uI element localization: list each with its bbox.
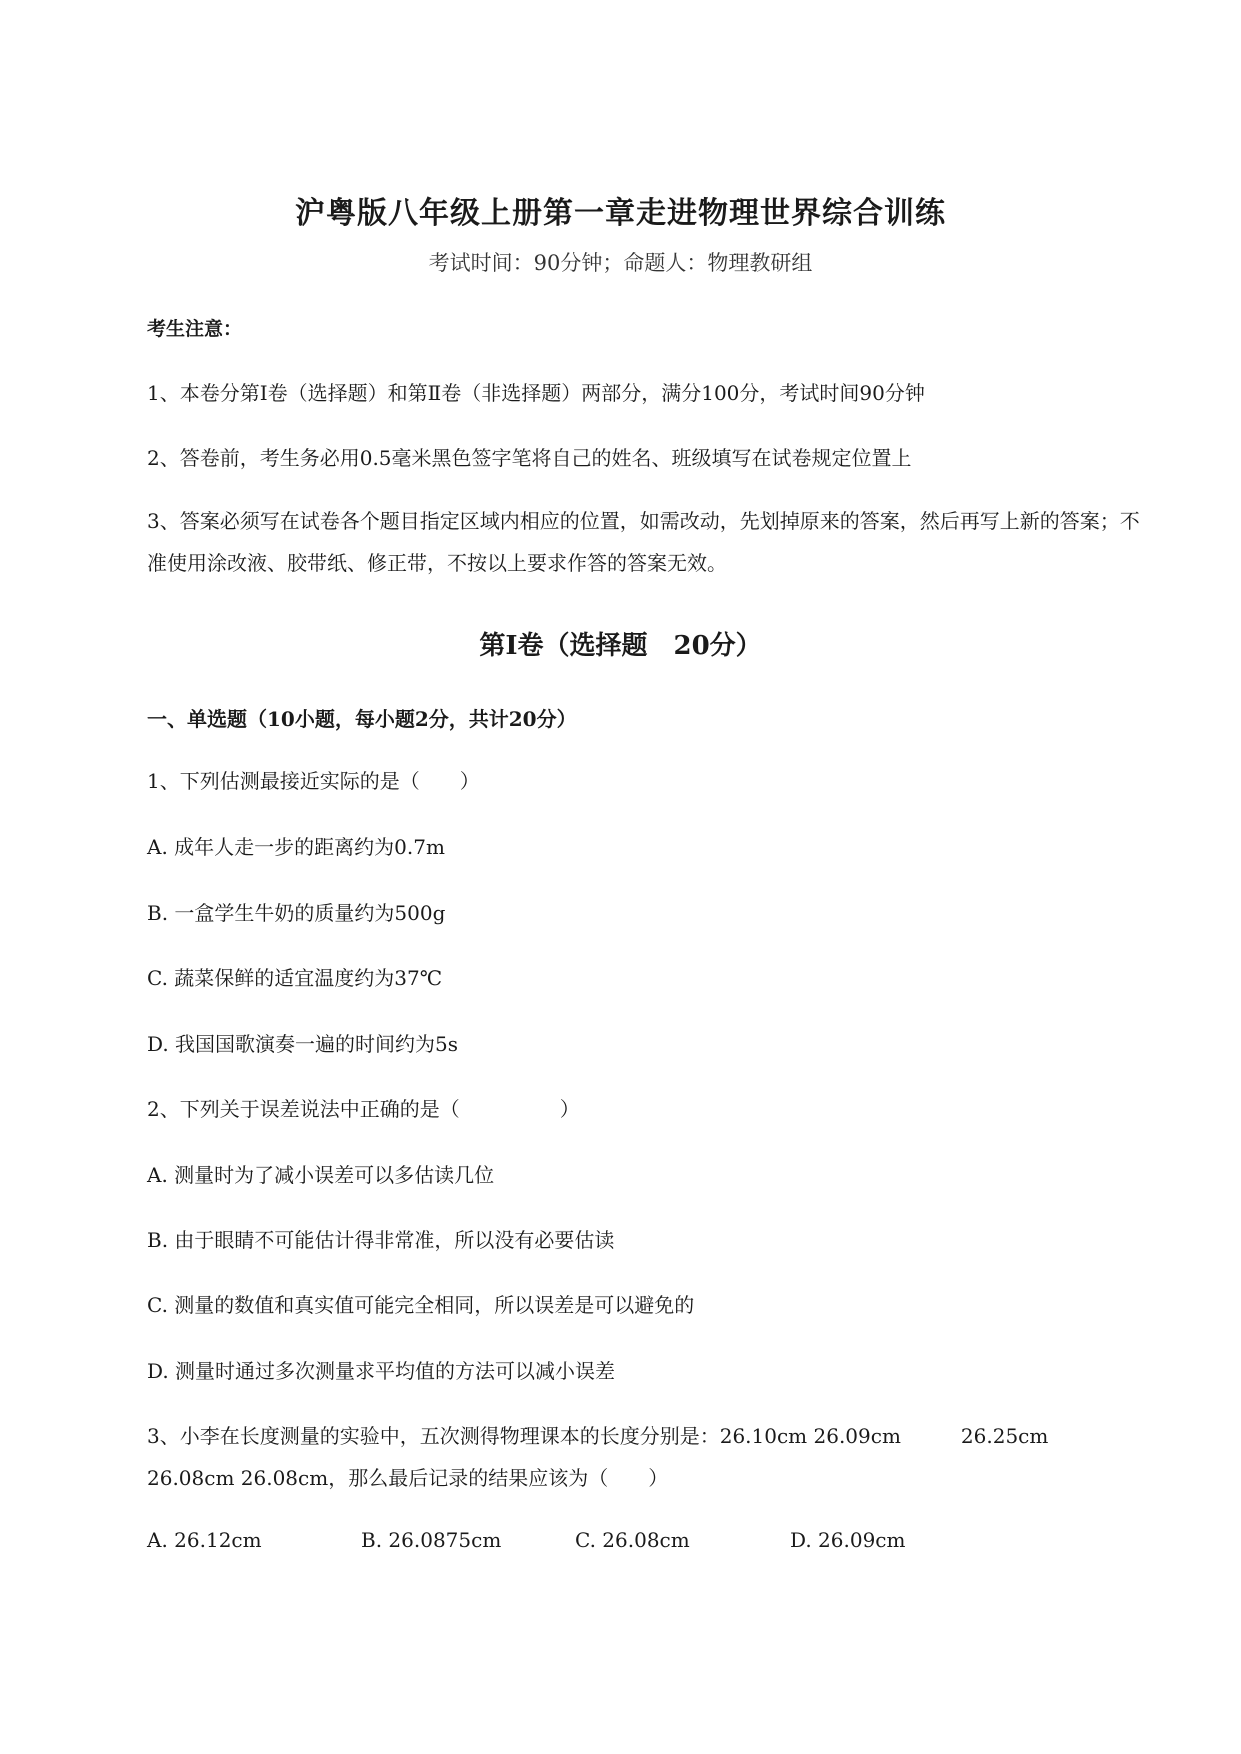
question-option: C. 蔬菜保鲜的适宜温度约为37℃ [147,966,443,990]
notice-item: 1、本卷分第I卷（选择题）和第Ⅱ卷（非选择题）两部分，满分100分，考试时间90分钟 [147,381,925,405]
question-stem-continued: 26.08cm 26.08cm，那么最后记录的结果应该为（ ） [147,1466,669,1490]
question-option: B. 一盒学生牛奶的质量约为500g [147,901,446,925]
notice-heading: 考生注意： [147,318,243,340]
question-option: A. 测量时为了减小误差可以多估读几位 [147,1163,495,1187]
document-subtitle: 考试时间：90分钟；命题人：物理教研组 [428,251,813,275]
document-title: 沪粤版八年级上册第一章走进物理世界综合训练 [295,196,946,231]
notice-item: 3、答案必须写在试卷各个题目指定区域内相应的位置，如需改动，先划掉原来的答案，然后再写上新的答案；不准使用涂改液、胶带纸、修正带，不按以上要求作答的答案无效。 [147,509,1140,575]
question-option: D. 我国国歌演奏一遍的时间约为5s [147,1032,459,1056]
notice-item: 2、答卷前，考生务必用0.5毫米黑色签字笔将自己的姓名、班级填写在试卷规定位置上 [147,446,912,470]
question-option: B. 26.0875cm [361,1528,502,1552]
question-option: C. 测量的数值和真实值可能完全相同，所以误差是可以避免的 [147,1293,695,1317]
question-stem: 3、小李在长度测量的实验中，五次测得物理课本的长度分别是：26.10cm 26.09cm 26.25cm [147,1424,1049,1448]
question-stem: 1、下列估测最接近实际的是（ ） [147,769,480,793]
question-stem: 2、下列关于误差说法中正确的是（ ） [147,1097,580,1121]
question-option: C. 26.08cm [575,1528,690,1552]
question-option: B. 由于眼睛不可能估计得非常准，所以没有必要估读 [147,1228,615,1252]
question-option: D. 26.09cm [790,1528,906,1552]
question-option: A. 26.12cm [147,1528,262,1552]
section-title: 第I卷（选择题 20分） [479,631,762,661]
question-option: A. 成年人走一步的距离约为0.7m [147,835,445,859]
part-heading: 一、单选题（10小题，每小题2分，共计20分） [147,707,577,731]
question-option: D. 测量时通过多次测量求平均值的方法可以减小误差 [147,1359,616,1383]
